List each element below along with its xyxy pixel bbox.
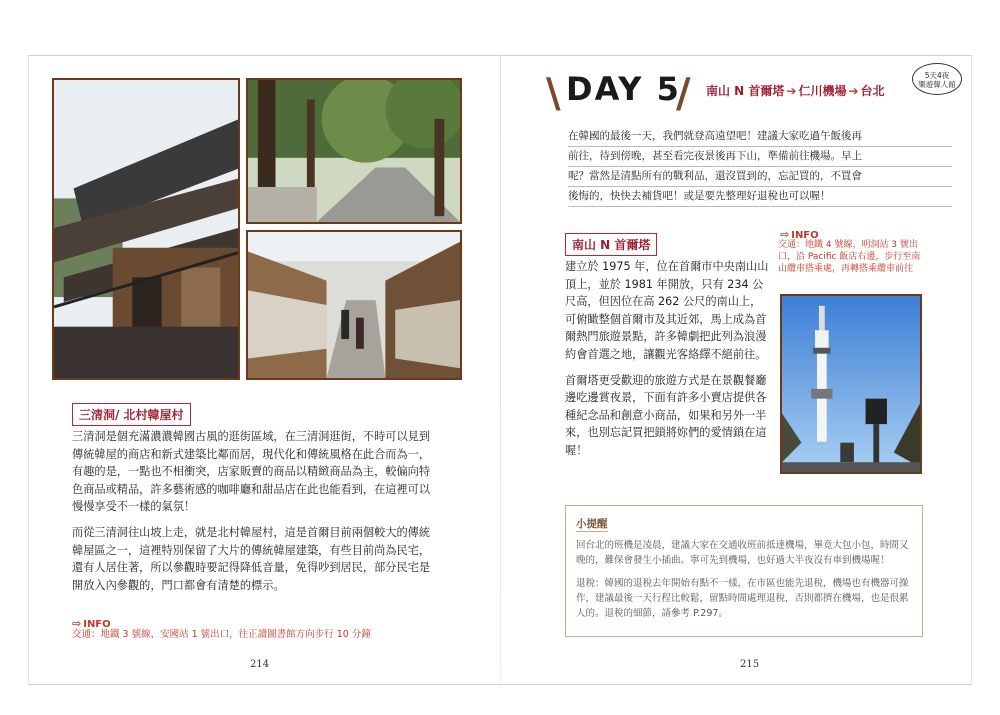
info-transport-right: 交通：地鐵 4 號線，明洞站 3 號出口，沿 Pacific 飯店右邊，步行至南山纜車搭乘處，再轉搭乘纜車前往 — [778, 240, 921, 274]
intro-line: 在韓國的最後一天，我們就登高遠望吧！建議大家吃過午飯後再 — [568, 127, 952, 147]
photo-bukchon-alley — [246, 230, 462, 380]
intro-handwritten — [568, 127, 952, 207]
article-body-right — [565, 258, 769, 468]
section-title-samcheong: 三清洞/ 北村韓屋村 — [72, 403, 191, 426]
paragraph: 首爾塔更受歡迎的旅遊方式是在景觀餐廳邊吃邊賞夜景，下面有許多小賣店提供各種紀念品和創意小商品，如果和另外一半來，也別忘記買把鎖將妳們的愛情鎖在這喔！ — [565, 373, 767, 457]
slash-decoration: / — [676, 70, 691, 117]
tip-paragraph: 回台北的班機是凌晨，建議大家在交通收班前抵達機場，畢竟大包小包，時間又晚的，難保會發生小插曲。寧可先到機場，也好過大半夜沒有車到機場喔！ — [576, 540, 909, 566]
photo-hanok-roof — [52, 78, 240, 380]
intro-line: 後悔的，快快去補貨吧！或是要先整理好退稅也可以喔！ — [568, 187, 952, 207]
tip-body — [576, 538, 912, 621]
tip-title: 小提醒 — [576, 518, 608, 530]
info-transport-left: 交通：地鐵 3 號線，安國站 1 號出口，往正讀圖書館方向步行 10 分鐘 — [72, 629, 371, 640]
slash-decoration: \ — [546, 70, 561, 117]
info-label: ⇨ INFO — [72, 617, 111, 630]
page-number-left: 214 — [250, 659, 270, 670]
intro-line: 呢？當然是清點所有的戰利品，還沒買到的，忘記買的，不買會 — [568, 167, 952, 187]
paragraph: 三清洞是個充滿濃濃韓國古風的逛街區域，在三清洞逛街，不時可以見到傳統韓屋的商店和新式建築比鄰而居，現代化和傳統風格在此合而為一，有趣的是，一點也不相衝突，店家販賣的商品以精緻商品為主，較偏向特色商品或精品，許多藝術感的咖啡廳和甜品店在此也能看到，在這裡可以慢慢享受不一樣的氣氛！ — [72, 430, 431, 514]
paragraph: 而從三清洞往山坡上走，就是北村韓屋村，這是首爾目前兩個較大的傳統韓屋區之一，這裡特別保留了大片的傳統韓屋建築，有些目前尚為民宅，還有人居住著，所以參觀時要記得降低音量，免得吵到居民，部分民宅是開放入內參觀的，門口都會有清楚的標示。 — [72, 525, 431, 592]
arrow-icon: ⇨ — [780, 228, 790, 241]
intro-line: 前往，待到傍晚，甚至看完夜景後再下山，準備前往機場。早上 — [568, 147, 952, 167]
tip-box — [565, 505, 923, 637]
book-gutter — [500, 55, 501, 685]
arrow-icon: ⇨ — [72, 617, 82, 630]
article-body-left — [72, 428, 436, 602]
route-line: 南山 N 首爾塔 ➔ 仁川機場 ➔ 台北 — [706, 84, 885, 98]
photo-namsan-tower — [780, 294, 922, 474]
page-number-right: 215 — [740, 659, 760, 670]
arrow-icon: ➔ — [786, 84, 797, 98]
section-title-namsan: 南山 N 首爾塔 — [565, 233, 657, 256]
info-label: ⇨ INFO — [780, 228, 819, 241]
day-title: DAY 5 — [566, 70, 681, 108]
arrow-icon: ➔ — [848, 84, 859, 98]
series-badge: 5天4夜 樂遊韓人館 — [912, 63, 962, 95]
photo-tree-street — [246, 78, 462, 224]
tip-paragraph: 退稅：韓國的退稅去年開始有點不一樣，在市區也能先退稅，機場也有機器可操作，建議最後一天行程比較鬆，留點時間處理退稅，否則都擠在機場，也是很累人的。退稅的細節，請參考 P.297。 — [576, 578, 909, 619]
paragraph: 建立於 1975 年，位在首爾市中央南山山頂上，並於 1981 年開放，只有 234 公尺高，但因位在高 262 公尺的南山上，可俯瞰整個首爾市及其近郊，馬上成為首爾熱門旅遊景點，許多韓劇把此列為浪漫約會首選之地，讓觀光客絡繹不絕前往。 — [565, 260, 769, 361]
